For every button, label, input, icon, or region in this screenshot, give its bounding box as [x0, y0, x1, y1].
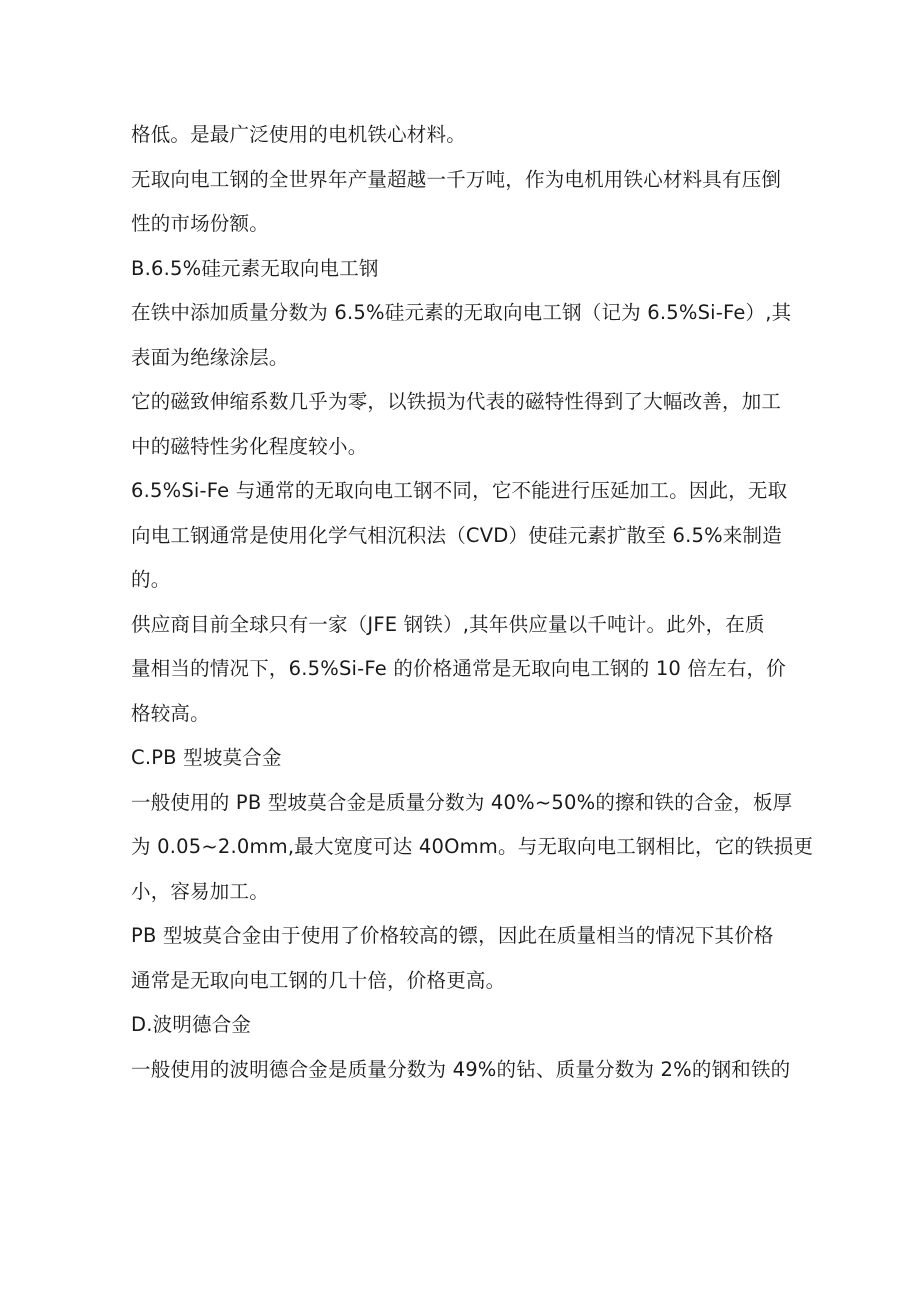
- text-line: 量相当的情况下，6.5%Si-Fe 的价格通常是无取向电工钢的 10 倍左右，价: [131, 657, 786, 680]
- text-line: 表面为绝缘涂层。: [131, 345, 289, 369]
- text-line: 向电工钢通常是使用化学气相沉积法（CVD）使硅元素扩散至 6.5%来制造: [131, 523, 782, 547]
- text-line: 的。: [131, 568, 171, 591]
- paragraph-4: [131, 291, 810, 380]
- text-line: 小，容易加工。: [131, 879, 269, 903]
- text-line: 为 0.05~2.0mm,最大宽度可达 40Omm。与无取向电工钢相比，它的铁损更: [131, 835, 814, 858]
- section-heading-d: [131, 1003, 810, 1048]
- text-line: 中的磁特性劣化程度较小。: [131, 434, 368, 458]
- paragraph-9: [131, 781, 814, 915]
- text-line: 性的市场份额。: [131, 212, 269, 235]
- text-line: PB 型坡莫合金由于使用了价格较高的镖，因此在质量相当的情况下其价格: [131, 924, 774, 947]
- paragraph-2: [131, 158, 810, 247]
- section-heading-b: [131, 247, 810, 292]
- text-line: 一般使用的 PB 型坡莫合金是质量分数为 40%~50%的擦和铁的合金，板厚: [131, 790, 793, 814]
- text-line: 在铁中添加质量分数为 6.5%硅元素的无取向电工钢（记为 6.5%Si-Fe）,其: [131, 301, 792, 324]
- text-line: 供应商目前全球只有一家（JFE 钢铁）,其年供应量以千吨计。此外，在质: [131, 612, 765, 636]
- paragraph-1: [131, 113, 810, 158]
- paragraph-10: [131, 914, 810, 1003]
- paragraph-7: [131, 603, 810, 737]
- text-line: 无取向电工钢的全世界年产量超越一千万吨，作为电机用铁心材料具有压倒: [131, 167, 782, 191]
- text-line: B.6.5%硅元素无取向电工钢: [131, 256, 379, 280]
- text-line: D.波明德合金: [131, 1013, 252, 1036]
- paragraph-5: [131, 380, 810, 469]
- section-heading-c: [131, 736, 810, 781]
- text-line: 格低。是最广泛使用的电机铁心材料。: [131, 123, 466, 146]
- text-line: 6.5%Si-Fe 与通常的无取向电工钢不同，它不能进行压延加工。因此，无取: [131, 479, 788, 502]
- text-line: C.PB 型坡莫合金: [131, 746, 282, 769]
- text-line: 它的磁致伸缩系数几乎为零，以铁损为代表的磁特性得到了大幅改善，加工: [131, 390, 782, 413]
- paragraph-6: [131, 469, 810, 603]
- text-line: 一般使用的波明德合金是质量分数为 49%的钻、质量分数为 2%的钢和铁的: [131, 1057, 791, 1081]
- text-line: 格较高。: [131, 701, 210, 725]
- text-line: 通常是无取向电工钢的几十倍，价格更高。: [131, 968, 506, 992]
- paragraph-12: [131, 1048, 810, 1093]
